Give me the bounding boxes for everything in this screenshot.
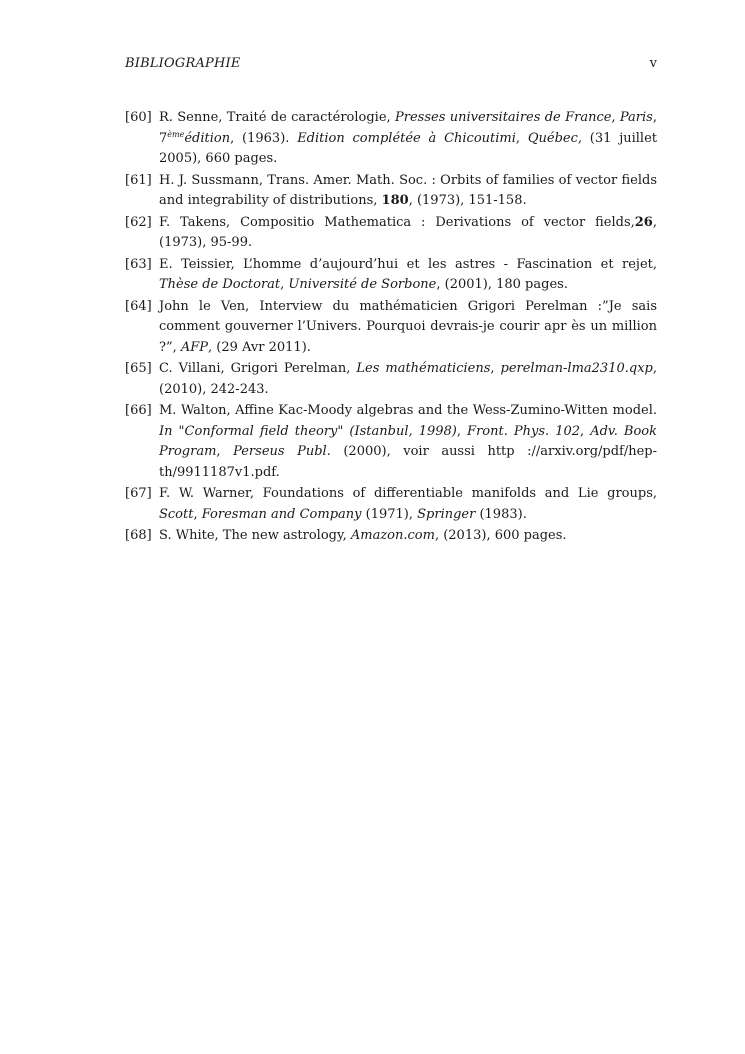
italic-text: Québec [527, 130, 578, 146]
plain-text: , [456, 423, 468, 439]
plain-text: (2000), voir aussi http ://arxiv.org/pdf/hep-th/9911187v1.pdf. [159, 444, 658, 480]
plain-text: , (2010), 242-243. [159, 361, 657, 397]
entry-text [159, 213, 657, 254]
italic-text: Edition complétée à Chicoutimi [297, 130, 516, 146]
entry-text [159, 297, 657, 359]
plain-text: , (31 juillet 2005), 660 pages. [159, 130, 657, 166]
italic-text: Adv. Book Program [159, 423, 657, 459]
entry-text [159, 108, 657, 170]
plain-text: , [193, 506, 202, 522]
section-title: BIBLIOGRAPHIE [125, 56, 241, 71]
italic-text: édition [184, 130, 231, 146]
plain-text: , (29 Avr 2011). [208, 339, 311, 355]
italic-text: In "Conformal field theory" (Istanbul, 1998) [159, 423, 457, 439]
entry-number: [64] [125, 298, 152, 314]
plain-text: , [580, 423, 591, 439]
bibliography-entry [125, 108, 657, 170]
plain-text: , (1973), 95-99. [159, 214, 657, 250]
plain-text: F. Takens, Compositio Mathematica : Derivations of vector fields, [159, 214, 635, 230]
bibliography-entry [125, 484, 657, 525]
italic-text: perelman-lma2310.qxp [500, 361, 653, 376]
bibliography-entry [125, 171, 657, 212]
entry-text [159, 255, 657, 296]
bibliography-entry [125, 401, 657, 483]
bibliography-entry [125, 255, 657, 296]
entry-text [159, 171, 657, 212]
bold-text: 26 [634, 214, 653, 230]
italic-text: Scott [159, 506, 194, 522]
plain-text: , [611, 110, 620, 125]
italic-text: Paris [619, 110, 653, 125]
entry-text [159, 484, 657, 525]
entry-number: [61] [125, 172, 152, 188]
italic-text: Amazon.com [350, 528, 435, 543]
bibliography-entry [125, 213, 657, 254]
plain-text: , 7 [159, 110, 657, 146]
running-header [125, 56, 657, 74]
bold-text: 180 [381, 193, 409, 208]
italic-text: Université de Sorbone [288, 277, 437, 292]
plain-text: M. Walton, Affine Kac-Moody algebras and the Wess-Zumino-Witten model. [159, 403, 657, 418]
italic-text: Les mathématiciens [356, 361, 491, 376]
entry-number: [68] [125, 528, 152, 543]
plain-text: , (1963). [230, 130, 298, 146]
entry-number: [62] [125, 214, 152, 230]
entry-number: [63] [125, 256, 152, 272]
bibliography-entry [125, 297, 657, 359]
entry-text [159, 359, 657, 400]
plain-text: R. Senne, Traité de caractérologie, [159, 110, 396, 125]
bibliography-entry [125, 526, 657, 547]
italic-text: Presses universitaires de France [395, 110, 612, 125]
superscript-text: ème [167, 129, 185, 139]
page-number: v [649, 56, 657, 71]
italic-text: AFP [180, 339, 209, 355]
plain-text: H. J. Sussmann, Trans. Amer. Math. Soc. : Orbits of families of vector fields and integrability of distributions, [159, 172, 657, 208]
plain-text: F. W. Warner, Foundations of differentiable manifolds and Lie groups, [159, 486, 657, 501]
bibliography-entry [125, 359, 657, 400]
italic-text: Front. Phys. 102 [467, 423, 581, 439]
entry-number: [67] [125, 486, 152, 501]
plain-text: , [216, 444, 234, 459]
bibliography-list [125, 108, 657, 548]
plain-text: E. Teissier, L’homme d’aujourd’hui et les astres - Fascination et rejet, [159, 256, 657, 272]
entry-number: [60] [125, 110, 152, 125]
plain-text: (1971), [361, 506, 418, 522]
entry-number: [66] [125, 403, 152, 418]
plain-text: , [515, 130, 528, 146]
plain-text: , [280, 277, 289, 292]
italic-text: Foresman and Company [201, 506, 362, 522]
entry-text [159, 401, 657, 483]
entry-number: [65] [125, 361, 152, 376]
plain-text: , (2013), 600 pages. [434, 528, 567, 543]
plain-text: , (1973), 151-158. [408, 193, 527, 208]
plain-text: , (2001), 180 pages. [436, 277, 568, 292]
italic-text: Springer [417, 506, 476, 522]
italic-text: Thèse de Doctorat [159, 277, 281, 292]
plain-text: C. Villani, Grigori Perelman, [159, 361, 357, 376]
entry-text [159, 526, 657, 547]
plain-text: John le Ven, Interview du mathématicien Grigori Perelman :”Je sais comment gouverner l’Univers. Pourquoi devrais-je courir apr ès un million ?”, [159, 298, 657, 355]
italic-text: Perseus Publ. [233, 444, 331, 459]
plain-text: (1983). [475, 506, 527, 522]
plain-text: , [490, 361, 501, 376]
plain-text: S. White, The new astrology, [159, 528, 351, 543]
